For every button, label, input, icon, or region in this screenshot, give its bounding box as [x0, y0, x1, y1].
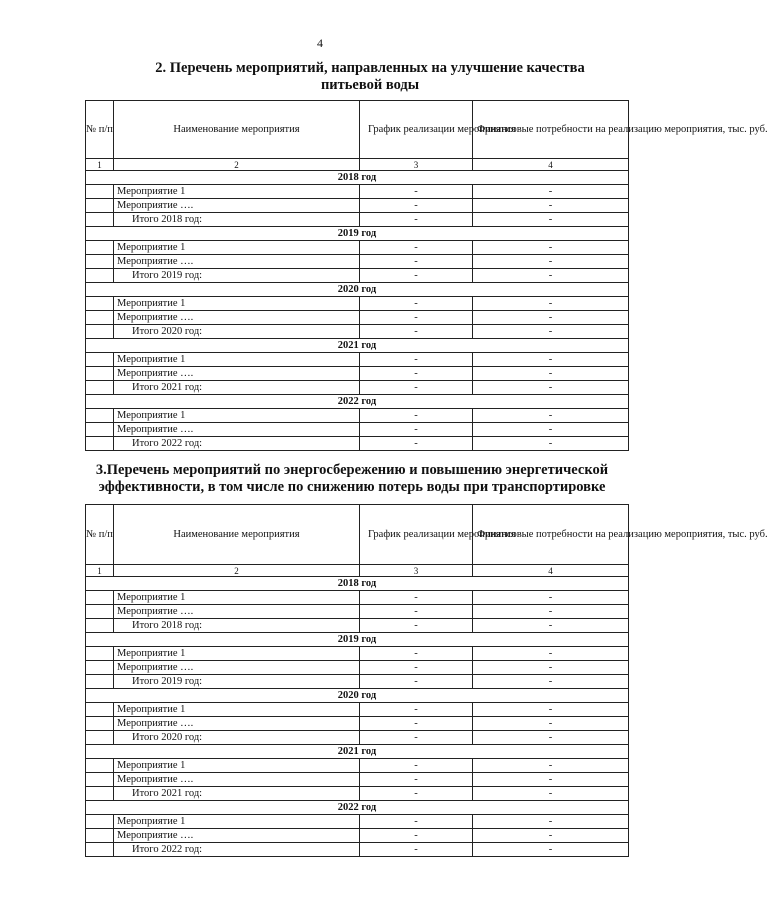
activity-row: [86, 185, 629, 199]
schedule-value: -: [360, 423, 473, 437]
finance-value: -: [473, 269, 629, 283]
schedule-value: -: [360, 731, 473, 745]
finance-value: -: [473, 787, 629, 801]
row-number-cell: [86, 815, 114, 829]
row-number-cell: [86, 185, 114, 199]
activity-row: [86, 619, 629, 633]
activity-row: [86, 241, 629, 255]
finance-value: -: [473, 843, 629, 857]
year-total-label: Итого 2022 год:: [114, 437, 360, 451]
year-total-label: Итого 2020 год:: [114, 731, 360, 745]
col-number: 2: [114, 159, 360, 171]
activity-name: Мероприятие 1: [114, 409, 360, 423]
row-number-cell: [86, 199, 114, 213]
header-schedule: График реализации мероприятия: [360, 505, 473, 565]
col-number: 3: [360, 565, 473, 577]
finance-value: -: [473, 731, 629, 745]
finance-value: -: [473, 759, 629, 773]
activity-row: [86, 437, 629, 451]
row-number-cell: [86, 409, 114, 423]
activity-name: Мероприятие 1: [114, 591, 360, 605]
finance-value: -: [473, 213, 629, 227]
year-label: 2020 год: [86, 689, 629, 703]
activity-row: [86, 759, 629, 773]
section-2-title-line-1: 2. Перечень мероприятий, направленных на улучшение качества: [155, 60, 585, 76]
finance-value: -: [473, 297, 629, 311]
activity-name: Мероприятие ….: [114, 255, 360, 269]
finance-value: -: [473, 255, 629, 269]
schedule-value: -: [360, 241, 473, 255]
activity-name: Мероприятие ….: [114, 311, 360, 325]
schedule-value: -: [360, 311, 473, 325]
schedule-value: -: [360, 675, 473, 689]
activity-row: [86, 367, 629, 381]
row-number-cell: [86, 619, 114, 633]
row-number-cell: [86, 325, 114, 339]
year-row: [86, 801, 629, 815]
activity-name: Мероприятие ….: [114, 829, 360, 843]
schedule-value: -: [360, 353, 473, 367]
col-number: 1: [86, 565, 114, 577]
finance-value: -: [473, 381, 629, 395]
activity-row: [86, 269, 629, 283]
header-finance: Финансовые потребности на реализацию мероприятия, тыс. руб.: [473, 101, 629, 159]
activity-row: [86, 675, 629, 689]
activity-row: [86, 423, 629, 437]
schedule-value: -: [360, 591, 473, 605]
finance-value: -: [473, 437, 629, 451]
schedule-value: -: [360, 409, 473, 423]
row-number-cell: [86, 297, 114, 311]
activity-row: [86, 773, 629, 787]
schedule-value: -: [360, 199, 473, 213]
row-number-cell: [86, 647, 114, 661]
schedule-value: -: [360, 367, 473, 381]
row-number-cell: [86, 843, 114, 857]
section-3-table: [85, 504, 768, 857]
year-row: [86, 745, 629, 759]
activity-row: [86, 311, 629, 325]
section-3-title-line-1: 3.Перечень мероприятий по энергосбережению и повышению энергетической: [95, 462, 609, 478]
header-schedule: График реализации мероприятия: [360, 101, 473, 159]
activity-name: Мероприятие 1: [114, 353, 360, 367]
finance-value: -: [473, 241, 629, 255]
finance-value: -: [473, 311, 629, 325]
finance-value: -: [473, 773, 629, 787]
section-3-title-line-2: эффективности, в том числе по снижению потерь воды при транспортировке: [98, 479, 606, 495]
schedule-value: -: [360, 269, 473, 283]
activity-name: Мероприятие 1: [114, 759, 360, 773]
schedule-value: -: [360, 829, 473, 843]
row-number-cell: [86, 269, 114, 283]
year-label: 2022 год: [86, 801, 629, 815]
activity-row: [86, 213, 629, 227]
schedule-value: -: [360, 297, 473, 311]
schedule-value: -: [360, 213, 473, 227]
section-2-title: [120, 60, 620, 94]
year-label: 2021 год: [86, 745, 629, 759]
activity-row: [86, 199, 629, 213]
header-name: Наименование мероприятия: [114, 505, 360, 565]
row-number-cell: [86, 675, 114, 689]
activity-row: [86, 409, 629, 423]
activity-row: [86, 717, 629, 731]
activity-name: Мероприятие ….: [114, 773, 360, 787]
year-label: 2021 год: [86, 339, 629, 353]
schedule-value: -: [360, 773, 473, 787]
finance-value: -: [473, 717, 629, 731]
year-total-label: Итого 2019 год:: [114, 675, 360, 689]
activity-name: Мероприятие 1: [114, 815, 360, 829]
year-label: 2022 год: [86, 395, 629, 409]
row-number-cell: [86, 731, 114, 745]
table-header-row: [86, 101, 629, 159]
row-number-cell: [86, 381, 114, 395]
activity-name: Мероприятие 1: [114, 241, 360, 255]
schedule-value: -: [360, 381, 473, 395]
year-label: 2020 год: [86, 283, 629, 297]
activity-row: [86, 255, 629, 269]
year-label: 2018 год: [86, 171, 629, 185]
activity-row: [86, 703, 629, 717]
col-number: 4: [473, 565, 629, 577]
row-number-cell: [86, 437, 114, 451]
finance-value: -: [473, 829, 629, 843]
year-total-label: Итого 2021 год:: [114, 381, 360, 395]
finance-value: -: [473, 661, 629, 675]
schedule-value: -: [360, 661, 473, 675]
schedule-value: -: [360, 787, 473, 801]
year-row: [86, 283, 629, 297]
finance-value: -: [473, 353, 629, 367]
page-number: 4: [317, 36, 323, 50]
schedule-value: -: [360, 815, 473, 829]
finance-value: -: [473, 591, 629, 605]
row-number-cell: [86, 661, 114, 675]
finance-value: -: [473, 325, 629, 339]
section-2-table: [85, 100, 768, 451]
activity-row: [86, 605, 629, 619]
column-numbers-row: [86, 565, 629, 577]
activity-row: [86, 353, 629, 367]
finance-value: -: [473, 367, 629, 381]
activity-name: Мероприятие 1: [114, 647, 360, 661]
year-total-label: Итого 2022 год:: [114, 843, 360, 857]
schedule-value: -: [360, 619, 473, 633]
table-header-row: [86, 505, 629, 565]
schedule-value: -: [360, 185, 473, 199]
finance-value: -: [473, 815, 629, 829]
col-number: 1: [86, 159, 114, 171]
year-total-label: Итого 2018 год:: [114, 619, 360, 633]
schedule-value: -: [360, 703, 473, 717]
activity-row: [86, 843, 629, 857]
schedule-value: -: [360, 717, 473, 731]
schedule-value: -: [360, 325, 473, 339]
row-number-cell: [86, 213, 114, 227]
finance-value: -: [473, 409, 629, 423]
schedule-value: -: [360, 759, 473, 773]
finance-value: -: [473, 619, 629, 633]
activity-row: [86, 829, 629, 843]
row-number-cell: [86, 787, 114, 801]
finance-value: -: [473, 185, 629, 199]
row-number-cell: [86, 255, 114, 269]
activity-name: Мероприятие ….: [114, 367, 360, 381]
year-total-label: Итого 2020 год:: [114, 325, 360, 339]
activity-row: [86, 297, 629, 311]
finance-value: -: [473, 199, 629, 213]
schedule-value: -: [360, 647, 473, 661]
schedule-value: -: [360, 437, 473, 451]
activity-row: [86, 591, 629, 605]
col-number: 4: [473, 159, 629, 171]
year-row: [86, 577, 629, 591]
activity-name: Мероприятие ….: [114, 423, 360, 437]
activity-name: Мероприятие ….: [114, 661, 360, 675]
row-number-cell: [86, 241, 114, 255]
finance-value: -: [473, 703, 629, 717]
activity-name: Мероприятие 1: [114, 297, 360, 311]
row-number-cell: [86, 311, 114, 325]
activity-name: Мероприятие 1: [114, 185, 360, 199]
row-number-cell: [86, 353, 114, 367]
activity-name: Мероприятие ….: [114, 605, 360, 619]
col-number: 2: [114, 565, 360, 577]
year-row: [86, 339, 629, 353]
activity-name: Мероприятие 1: [114, 703, 360, 717]
finance-value: -: [473, 423, 629, 437]
schedule-value: -: [360, 843, 473, 857]
header-num: № п/п: [86, 101, 114, 159]
activity-row: [86, 815, 629, 829]
row-number-cell: [86, 423, 114, 437]
year-row: [86, 689, 629, 703]
activity-name: Мероприятие ….: [114, 717, 360, 731]
row-number-cell: [86, 829, 114, 843]
year-row: [86, 227, 629, 241]
header-name: Наименование мероприятия: [114, 101, 360, 159]
row-number-cell: [86, 367, 114, 381]
row-number-cell: [86, 773, 114, 787]
section-2-title-line-2: питьевой воды: [320, 77, 420, 93]
activity-name: Мероприятие ….: [114, 199, 360, 213]
year-total-label: Итого 2019 год:: [114, 269, 360, 283]
year-row: [86, 395, 629, 409]
year-label: 2019 год: [86, 633, 629, 647]
activity-row: [86, 661, 629, 675]
finance-value: -: [473, 605, 629, 619]
year-total-label: Итого 2018 год:: [114, 213, 360, 227]
row-number-cell: [86, 717, 114, 731]
row-number-cell: [86, 605, 114, 619]
year-row: [86, 633, 629, 647]
schedule-value: -: [360, 255, 473, 269]
header-finance: Финансовые потребности на реализацию мероприятия, тыс. руб.: [473, 505, 629, 565]
header-num: № п/п: [86, 505, 114, 565]
activity-row: [86, 787, 629, 801]
finance-value: -: [473, 675, 629, 689]
activity-row: [86, 731, 629, 745]
column-numbers-row: [86, 159, 629, 171]
year-label: 2018 год: [86, 577, 629, 591]
year-row: [86, 171, 629, 185]
activity-row: [86, 325, 629, 339]
activity-row: [86, 381, 629, 395]
finance-value: -: [473, 647, 629, 661]
col-number: 3: [360, 159, 473, 171]
row-number-cell: [86, 591, 114, 605]
row-number-cell: [86, 703, 114, 717]
year-total-label: Итого 2021 год:: [114, 787, 360, 801]
schedule-value: -: [360, 605, 473, 619]
section-3-title: [74, 462, 630, 496]
year-label: 2019 год: [86, 227, 629, 241]
row-number-cell: [86, 759, 114, 773]
activity-row: [86, 647, 629, 661]
